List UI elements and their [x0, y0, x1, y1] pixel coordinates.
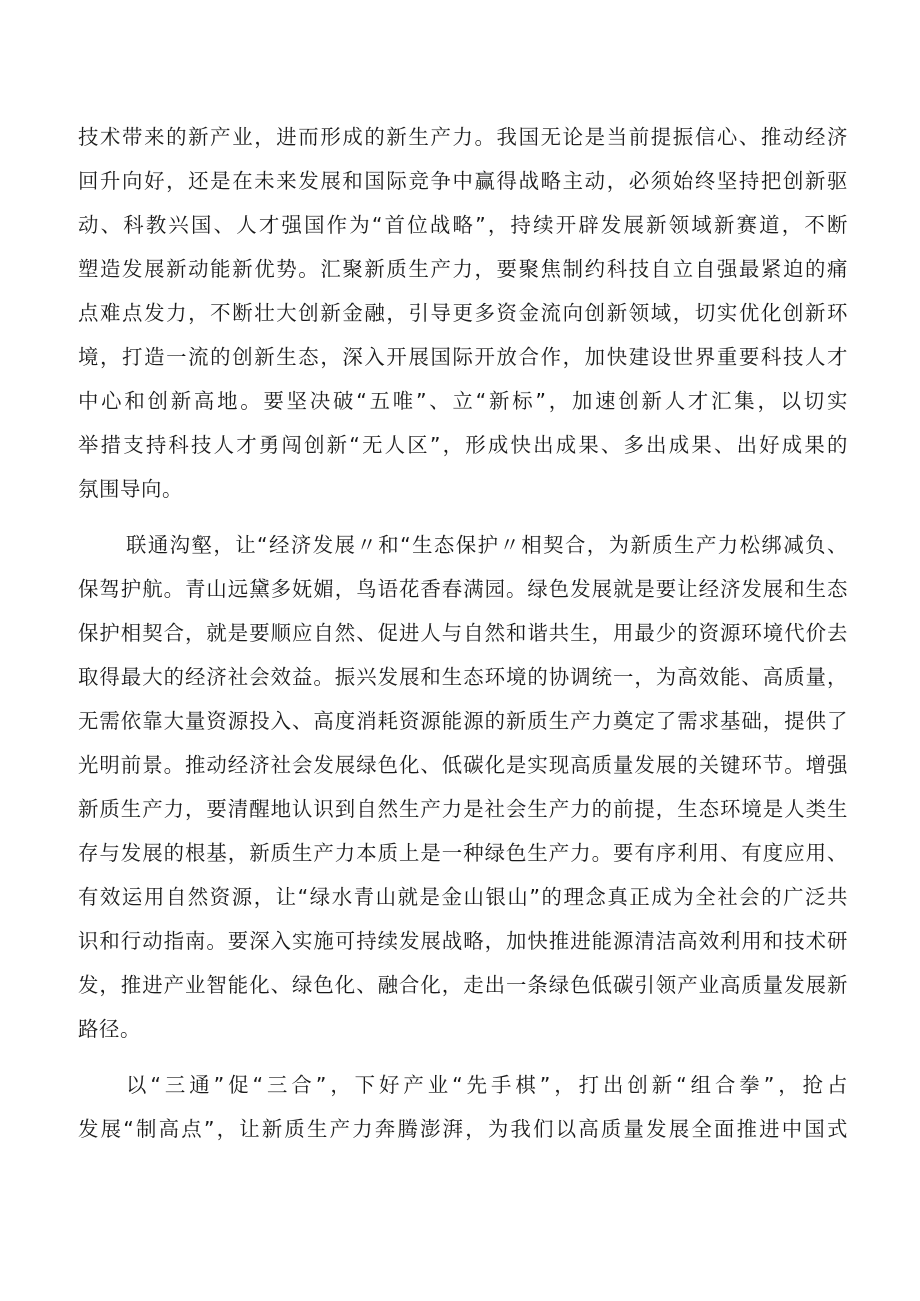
paragraph-2-line-1: 联通沟壑，让“经济发展〃和“生态保护〃相契合，为新质生产力松绑减负、	[126, 533, 848, 557]
paragraph-3-line-1: 以“三通”促“三合”，下好产业“先手棋”，打出创新“组合拳”，抢占	[126, 1073, 848, 1097]
paragraph-1-line-3: 动、科教兴国、人才强国作为“首位战略”，持续开辟发展新领域新赛道，不断	[78, 213, 848, 237]
paragraph-1-line-8: 举措支持科技人才勇闯创新“无人区”，形成快出成果、多出成果、出好成果的	[78, 433, 848, 457]
paragraph-2-line-12: 路径。	[78, 1017, 141, 1041]
paragraph-3-line-2: 发展“制高点”，让新质生产力奔腾澎湃，为我们以高质量发展全面推进中国式	[78, 1117, 848, 1141]
paragraph-2-line-2: 保驾护航。青山远黛多妩媚，鸟语花香春满园。绿色发展就是要让经济发展和生态	[78, 577, 848, 601]
paragraph-1-line-6: 境，打造一流的创新生态，深入开展国际开放合作，加快建设世界重要科技人才	[78, 345, 848, 369]
paragraph-2-line-9: 有效运用自然资源，让“绿水青山就是金山银山”的理念真正成为全社会的广泛共	[78, 885, 848, 909]
paragraph-2-line-7: 新质生产力，要清醒地认识到自然生产力是社会生产力的前提，生态环境是人类生	[78, 797, 848, 821]
paragraph-2-line-6: 光明前景。推动经济社会发展绿色化、低碳化是实现高质量发展的关键环节。增强	[78, 753, 848, 777]
paragraph-1-line-7: 中心和创新高地。要坚决破“五唯”、立“新标”，加速创新人才汇集，以切实	[78, 389, 848, 413]
paragraph-1-line-9: 氛围导向。	[78, 477, 183, 501]
paragraph-2-line-11: 发，推进产业智能化、绿色化、融合化，走出一条绿色低碳引领产业高质量发展新	[78, 973, 848, 997]
paragraph-2-line-10: 识和行动指南。要深入实施可持续发展战略，加快推进能源清洁高效利用和技术研	[78, 929, 848, 953]
paragraph-1-line-1: 技术带来的新产业，进而形成的新生产力。我国无论是当前提振信心、推动经济	[78, 125, 848, 149]
paragraph-2-line-5: 无需依靠大量资源投入、高度消耗资源能源的新质生产力奠定了需求基础，提供了	[78, 709, 848, 733]
paragraph-1-line-2: 回升向好，还是在未来发展和国际竞争中赢得战略主动，必须始终坚持把创新驱	[78, 169, 848, 193]
paragraph-2-line-8: 存与发展的根基，新质生产力本质上是一种绿色生产力。要有序利用、有度应用、	[78, 841, 848, 865]
paragraph-1-line-4: 塑造发展新动能新优势。汇聚新质生产力，要聚焦制约科技自立自强最紧迫的痛	[78, 257, 848, 281]
paragraph-2-line-3: 保护相契合，就是要顺应自然、促进人与自然和谐共生，用最少的资源环境代价去	[78, 621, 848, 645]
paragraph-2-line-4: 取得最大的经济社会效益。振兴发展和生态环境的协调统一，为高效能、高质量，	[78, 665, 848, 689]
paragraph-1-line-5: 点难点发力，不断壮大创新金融，引导更多资金流向创新领域，切实优化创新环	[78, 301, 848, 325]
